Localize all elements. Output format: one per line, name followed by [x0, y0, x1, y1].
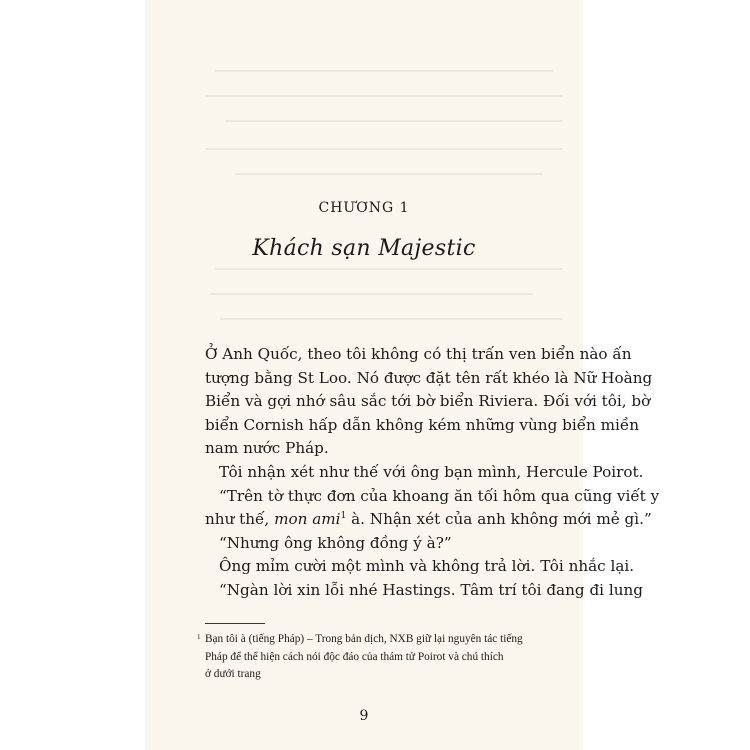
text-line: Tôi nhận xét như thế với ông bạn mình, Hercule Poirot.: [219, 462, 644, 481]
footnote-rule: [205, 623, 265, 624]
chapter-label: CHƯƠNG 1: [318, 200, 410, 216]
paragraph-1: [205, 343, 653, 461]
text-line: Ở Anh Quốc, theo tôi không có thị trấn ven biển nào ấn: [205, 345, 632, 363]
footnote-line: Bạn tôi à (tiếng Pháp) – Trong bản dịch, NXB giữ lại nguyên tác tiếng: [205, 633, 523, 645]
text-line: “Trên tờ thực đơn của khoang ăn tối hôm qua cũng viết y: [219, 486, 660, 505]
footnote-reference: 1: [340, 511, 347, 522]
footnote-line: Pháp để thể hiện cách nói độc đáo của thám tử Poirot và chú thích: [205, 650, 504, 663]
foreign-phrase: mon ami: [274, 510, 341, 529]
page-number: 9: [359, 708, 369, 724]
paragraph-3: [205, 485, 660, 532]
paragraph-4: [205, 532, 577, 556]
text-line: “Nhưng ông không đồng ý à?”: [219, 533, 452, 552]
book-page: [145, 0, 660, 750]
text-line: nam nước Pháp.: [205, 439, 329, 458]
footnote: [197, 631, 577, 684]
text-line: Biển và gợi nhớ sâu sắc tới bờ biển Riviera. Đối với tôi, bờ: [205, 392, 651, 411]
paragraph-6: [205, 579, 643, 603]
text-line: “Ngàn lời xin lỗi nhé Hastings. Tâm trí tôi đang đi lung: [219, 580, 643, 599]
paragraph-5: [205, 555, 635, 579]
chapter-title: Khách sạn Majestic: [252, 236, 476, 261]
text-segment: như thế,: [205, 510, 275, 529]
footnote-line: ở dưới trang: [205, 668, 261, 680]
text-segment: à. Nhận xét của anh không mới mẻ gì.”: [346, 510, 652, 529]
footnote-mark: 1: [197, 633, 201, 641]
text-line: [205, 508, 652, 532]
body-text: [205, 343, 660, 603]
paragraph-2: [205, 461, 644, 485]
text-line: biển Cornish hấp dẫn không kém những vùng biển miền: [205, 415, 640, 434]
text-line: Ông mỉm cười một mình và không trả lời. Tôi nhắc lại.: [219, 557, 635, 576]
text-line: tượng bằng St Loo. Nó được đặt tên rất khéo là Nữ Hoàng: [205, 368, 653, 387]
